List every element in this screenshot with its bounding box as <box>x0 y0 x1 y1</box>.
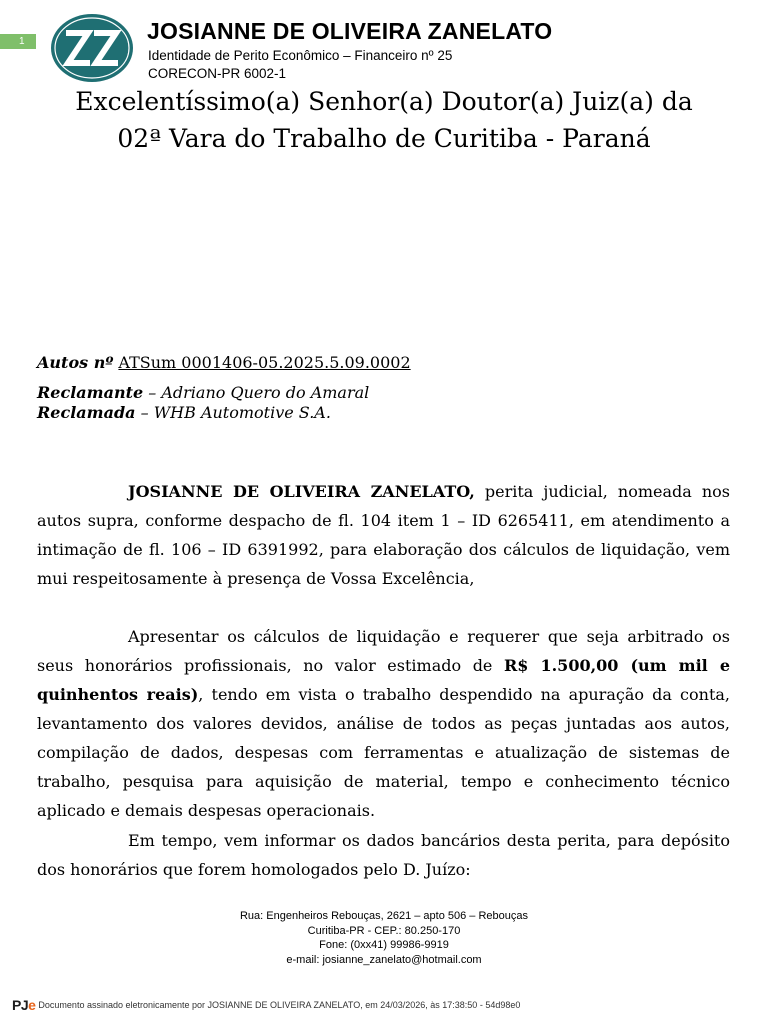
reclamada-value: – WHB Automotive S.A. <box>140 403 331 422</box>
case-number <box>37 353 411 372</box>
fees-text-b: , tendo em vista o trabalho despendido na apuração da conta, levantamento dos valores devidos, análise de todos as peças juntadas aos autos, compilação de dados, despesas com ferramentas e atualização de sistemas de trabalho, pesquisa para aquisição de material, tempo e conhecimento técnico aplicado e demais despesas operacionais. <box>37 685 730 820</box>
reclamada-label: Reclamada <box>37 403 136 422</box>
intro-text: perita judicial, nomeada nos autos supra, conforme despacho de fl. 104 item 1 – ID 6265411, em atendimento a intimação de fl. 106 – ID 6391992, para elaboração dos cálculos de liquidação, vem mui respeitosamente à presença de Vossa Excelência, <box>37 482 731 588</box>
pje-logo-pj: PJ <box>12 997 29 1013</box>
footer-address: Rua: Engenheiros Rebouças, 2621 – apto 506 – Rebouças <box>239 910 529 922</box>
autos-value: ATSum 0001406-05.2025.5.09.0002 <box>118 353 411 372</box>
page-number-badge: 1 <box>0 34 36 49</box>
header-name: JOSIANNE DE OLIVEIRA ZANELATO <box>147 18 553 44</box>
reclamante-value: – Adriano Quero do Amaral <box>148 383 370 402</box>
addressee-line-1: Excelentíssimo(a) Senhor(a) Doutor(a) Juiz(a) da <box>75 87 693 116</box>
footer-contact <box>0 909 768 967</box>
electronic-signature <box>12 997 520 1013</box>
pje-logo-e: e <box>28 997 36 1013</box>
signature-text: Documento assinado eletronicamente por JOSIANNE DE OLIVEIRA ZANELATO, em 24/03/2026, às 17:38:50 - 54d98e0 <box>38 1000 521 1010</box>
paragraph-fees <box>37 622 730 825</box>
footer-city: Curitiba-PR - CEP.: 80.250-170 <box>307 924 461 937</box>
fees-text-a: Apresentar os cálculos de liquidação e requerer que seja arbitrado os seus honorários profissionais, no valor estimado de <box>37 627 730 675</box>
reclamante-line <box>37 383 369 402</box>
zz-logo <box>50 13 134 83</box>
fees-amount: R$ 1.500,00 (um mil e quinhentos reais) <box>37 656 731 704</box>
bank-text: Em tempo, vem informar os dados bancários desta perita, para depósito dos honorários que forem homologados pelo D. Juízo: <box>37 831 730 879</box>
paragraph-bank <box>37 826 730 884</box>
autos-label: Autos nº <box>37 353 114 372</box>
footer-phone: Fone: (0xx41) 99986-9919 <box>319 939 449 951</box>
reclamante-label: Reclamante <box>37 383 144 402</box>
footer-email: e-mail: josianne_zanelato@hotmail.com <box>286 953 482 966</box>
intro-name: JOSIANNE DE OLIVEIRA ZANELATO, <box>128 482 475 501</box>
paragraph-intro <box>37 477 730 593</box>
header-corecon: CORECON-PR 6002-1 <box>148 66 287 81</box>
header-credential: Identidade de Perito Econômico – Financeiro nº 25 <box>148 48 453 63</box>
pje-logo <box>12 997 35 1013</box>
addressee-line-2: 02ª Vara do Trabalho de Curitiba - Paraná <box>117 124 651 153</box>
reclamada-line <box>37 403 331 422</box>
